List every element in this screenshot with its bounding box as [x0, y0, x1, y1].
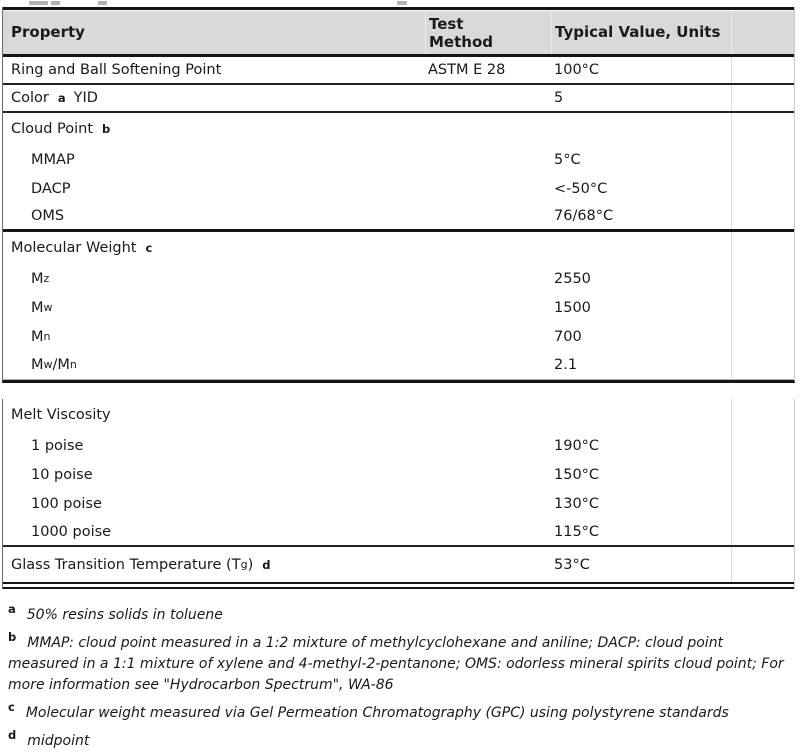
spacer-cell — [731, 57, 794, 83]
footnote-text: 50% resins solids in toluene — [26, 607, 223, 623]
property-cell — [3, 399, 425, 431]
spacer-cell — [731, 264, 794, 293]
test-method-cell — [425, 174, 551, 203]
table-row — [3, 518, 794, 547]
test-method-cell — [425, 145, 551, 174]
property-cell — [3, 174, 425, 203]
label-text: Color — [11, 90, 49, 106]
typical-value-cell: <-50°C — [554, 180, 608, 197]
test-method-cell — [425, 460, 551, 489]
property-cell — [3, 85, 425, 111]
typical-value-cell: 2550 — [554, 270, 591, 287]
label-text: Melt Viscosity — [11, 407, 111, 423]
table-row — [3, 203, 794, 232]
property-cell: M w — [31, 299, 53, 316]
cropped-text-fragment — [397, 1, 407, 5]
column-header-test-method — [425, 10, 551, 54]
label-text: M — [31, 328, 44, 345]
cropped-heading-remnant — [0, 0, 800, 7]
footnote-reference: a — [57, 91, 66, 105]
label-text: 10 poise — [31, 466, 93, 483]
table-row — [3, 547, 794, 582]
column-header-typical-value-label: Typical Value, Units — [555, 23, 721, 41]
cropped-text-fragment — [51, 1, 60, 5]
typical-value-cell: 53°C — [554, 556, 590, 573]
typical-value-cell: 2.1 — [554, 357, 578, 373]
test-method-cell — [425, 232, 551, 264]
spacer-cell — [731, 113, 794, 145]
spacer-cell — [731, 232, 794, 264]
table-row — [3, 85, 794, 113]
test-method-cell — [425, 518, 551, 545]
label-text: M — [31, 357, 44, 373]
typical-value-cell: 130°C — [554, 495, 600, 512]
spacer-cell — [731, 351, 794, 379]
test-method-cell: ASTM E 28 — [428, 62, 506, 78]
footnote-reference: c — [145, 241, 153, 255]
spacer-cell — [731, 85, 794, 111]
property-cell: Glass Transition Temperature (T g ) d — [11, 556, 271, 573]
property-cell: M n — [31, 328, 51, 345]
label-text: 100 poise — [31, 495, 102, 512]
footnote-marker: c — [8, 700, 15, 714]
test-method-cell — [425, 489, 551, 518]
column-header-property-label: Property — [11, 23, 85, 41]
spacer-cell — [731, 174, 794, 203]
typical-properties-table-continued — [2, 399, 795, 589]
footnote-reference: d — [262, 557, 271, 572]
typical-value-cell: 115°C — [554, 523, 600, 540]
typical-value-cell: 100°C — [554, 62, 600, 78]
footnote — [8, 627, 794, 696]
label-text: Cloud Point — [11, 121, 94, 137]
footnote-text: midpoint — [27, 733, 90, 749]
label-text: OMS — [31, 208, 65, 224]
label-text: DACP — [31, 180, 71, 197]
property-cell — [3, 203, 425, 229]
test-method-cell — [425, 203, 551, 229]
footnote — [8, 599, 794, 626]
footnote-marker: d — [8, 728, 17, 742]
table-row — [3, 322, 794, 351]
footnote-marker: a — [8, 602, 16, 616]
label-text: /M — [52, 357, 70, 373]
table-row — [3, 113, 794, 145]
table-header-row — [3, 7, 794, 57]
table-row — [3, 174, 794, 203]
label-text: Molecular Weight — [11, 240, 137, 256]
column-header-property — [3, 10, 425, 54]
column-header-test-method-label: Test Method — [429, 15, 493, 51]
label-text: MMAP — [31, 151, 75, 168]
label-text: 1000 poise — [31, 523, 112, 540]
spacer-cell — [731, 322, 794, 351]
property-cell — [3, 431, 425, 460]
spacer-cell — [731, 431, 794, 460]
table-row — [3, 351, 794, 380]
spacer-cell — [731, 145, 794, 174]
table-section-gap — [0, 383, 800, 399]
test-method-cell — [425, 351, 551, 379]
typical-value-cell — [551, 113, 731, 145]
test-method-cell — [425, 547, 551, 582]
test-method-cell — [425, 113, 551, 145]
test-method-cell — [425, 264, 551, 293]
label-text: M — [31, 299, 44, 316]
typical-value-cell: 190°C — [554, 437, 600, 454]
table-row — [3, 399, 794, 431]
table-row — [3, 264, 794, 293]
spacer-cell — [731, 547, 794, 582]
label-text: YID — [73, 90, 98, 106]
test-method-cell — [425, 431, 551, 460]
column-header-typical-value — [551, 10, 731, 54]
footnote-reference: b — [102, 122, 111, 136]
table-row — [3, 293, 794, 322]
property-cell — [3, 113, 425, 145]
typical-properties-table — [2, 7, 795, 383]
label-text: ) — [247, 556, 254, 573]
table-row — [3, 145, 794, 174]
label-text: 1 poise — [31, 437, 84, 454]
typical-value-cell: 700 — [554, 328, 582, 345]
test-method-cell — [425, 293, 551, 322]
property-cell — [3, 460, 425, 489]
cropped-text-fragment — [29, 1, 48, 5]
typical-value-cell: 1500 — [554, 299, 591, 316]
property-cell: M w /M n — [31, 357, 77, 373]
cropped-text-fragment — [98, 1, 107, 5]
footnote-text: Molecular weight measured via Gel Permeation Chromatography (GPC) using polystyrene standards — [25, 705, 729, 721]
property-cell — [3, 145, 425, 174]
property-cell — [3, 232, 425, 264]
property-cell — [3, 518, 425, 545]
typical-value-cell — [551, 232, 731, 264]
footnotes — [0, 589, 800, 752]
test-method-cell — [425, 322, 551, 351]
property-cell — [3, 489, 425, 518]
spacer-cell — [731, 399, 794, 431]
property-cell — [3, 57, 425, 83]
spacer-cell — [731, 518, 794, 545]
table-row — [3, 431, 794, 460]
spacer-cell — [731, 203, 794, 229]
property-cell: M z — [31, 270, 50, 287]
table-row — [3, 489, 794, 518]
typical-value-cell: 5 — [554, 90, 564, 106]
table-row — [3, 460, 794, 489]
label-text: M — [31, 270, 44, 287]
table-row — [3, 232, 794, 264]
label-text: Glass Transition Temperature (T — [11, 556, 241, 573]
spacer-cell — [731, 293, 794, 322]
test-method-cell — [425, 85, 551, 111]
column-header-spacer — [731, 10, 794, 54]
footnote-marker: b — [8, 630, 17, 644]
typical-value-cell: 5°C — [554, 151, 581, 168]
typical-value-cell: 150°C — [554, 466, 600, 483]
footnote-text: MMAP: cloud point measured in a 1:2 mixture of methylcyclohexane and aniline; DACP: cloud point measured in a 1:1 mixture of xylene and 4-methyl-2-pentanone; OMS: odorless mineral spirits cloud point; For more information see "Hydrocarbon Spectrum", WA-86 — [8, 635, 784, 693]
table-end-double-rule — [3, 582, 794, 589]
typical-value-cell — [551, 399, 731, 431]
table-row — [3, 57, 794, 85]
typical-value-cell: 76/68°C — [554, 208, 614, 224]
spacer-cell — [731, 489, 794, 518]
footnote — [8, 725, 794, 752]
label-text: Ring and Ball Softening Point — [11, 62, 222, 78]
table-body-1 — [3, 57, 794, 380]
table-body-2 — [3, 399, 794, 582]
footnote — [8, 697, 794, 724]
test-method-cell — [425, 399, 551, 431]
spacer-cell — [731, 460, 794, 489]
